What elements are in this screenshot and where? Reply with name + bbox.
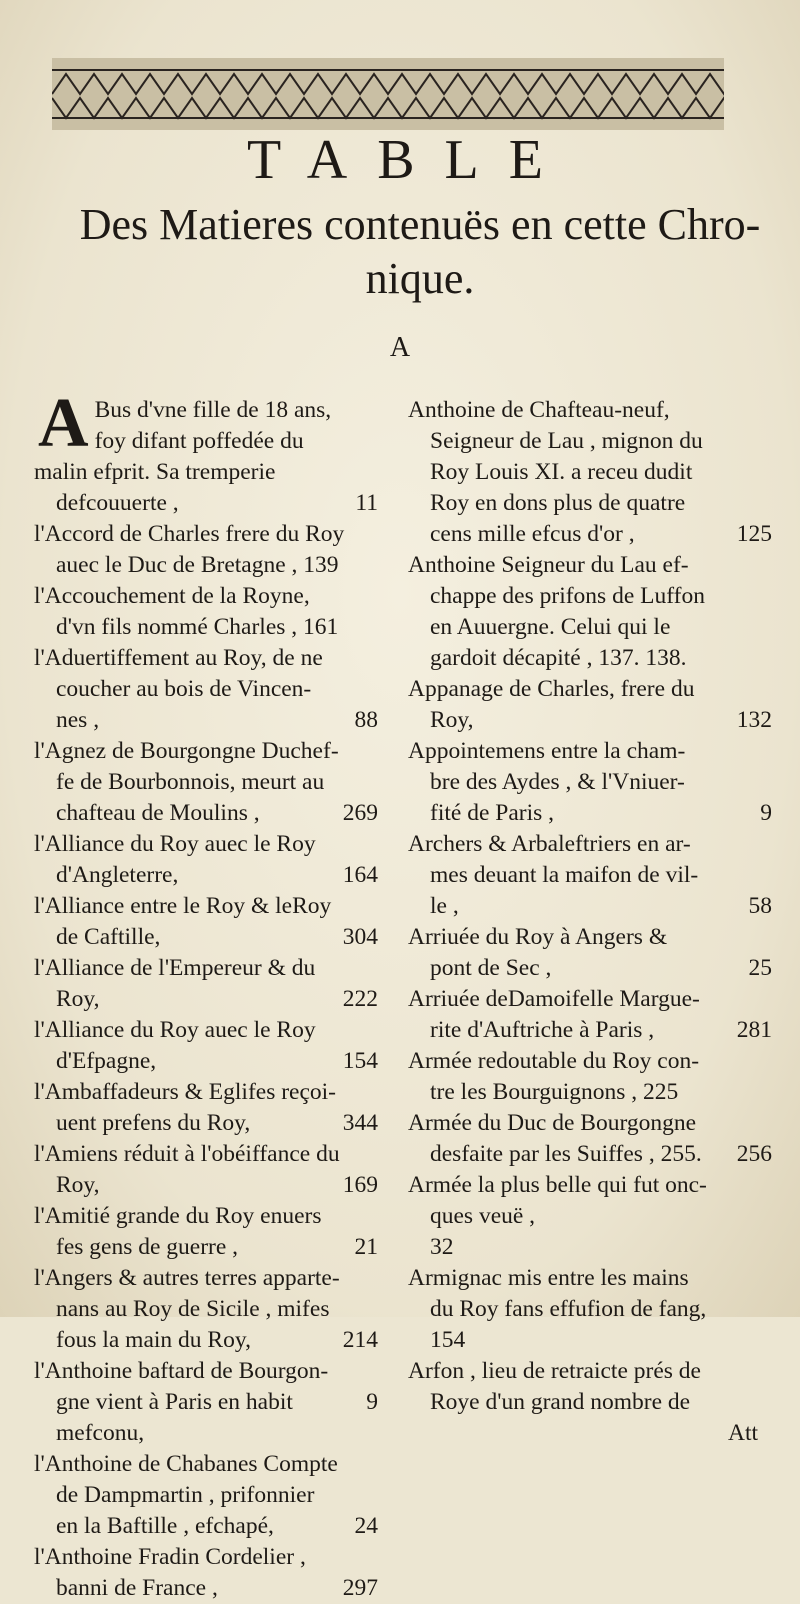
page-ref: 9 — [366, 1389, 378, 1415]
index-entry: l'Accouchement de la Royne, d'vn fils nommé Charles , 161 — [34, 583, 339, 640]
page-ref: 304 — [342, 924, 378, 950]
page-ref: 132 — [736, 707, 772, 733]
catchword: Att — [727, 1420, 758, 1446]
page-ref: 25 — [748, 955, 772, 981]
index-entry: l'Amitié grande du Roy enuers fes gens de guerre , 21 — [34, 1201, 384, 1263]
index-entry: l'Amiens réduit à l'obéiffance du Roy, 169 — [34, 1139, 384, 1201]
page-ref: 21 — [354, 1234, 378, 1260]
index-column-left — [34, 385, 384, 1604]
index-entry: Armée redoutable du Roy con- tre les Bourguignons , 225 — [408, 1048, 700, 1105]
index-entry: l'Alliance de l'Empereur & du Roy, 222 — [34, 953, 384, 1015]
page-ref: 256 — [736, 1141, 772, 1167]
index-entry: l'Alliance entre le Roy & leRoy de Caftille, 304 — [34, 891, 384, 953]
index-entry: Armée la plus belle qui fut onc- ques veuë , 32 — [408, 1172, 707, 1260]
index-entry: l'Accord de Charles frere du Roy auec le Duc de Bretagne , 139 — [34, 521, 345, 578]
index-column-right — [408, 395, 778, 1449]
index-entry: l'Anthoine Fradin Cordelier , banni de France , 297 — [34, 1542, 384, 1604]
index-entry: Armignac mis entre les mains du Roy fans effufion de fang, 154 — [408, 1265, 707, 1353]
index-entry: l'Anthoine baftard de Bourgon- gne vient à Paris en habit mefconu, 9 — [34, 1358, 378, 1446]
index-entry: l'Agnez de Bourgongne Duchef- fe de Bourbonnois, meurt au chafteau de Moulins , 269 — [34, 736, 384, 829]
index-entry: l'Aduertiffement au Roy, de ne coucher au bois de Vincen- nes , 88 — [34, 643, 384, 736]
page-ref: 269 — [342, 800, 378, 826]
page-ref: 125 — [736, 521, 772, 547]
page-ref: 297 — [342, 1575, 378, 1601]
page-ref: 281 — [736, 1017, 772, 1043]
index-entry: l'Alliance du Roy auec le Roy d'Angleterre, 164 — [34, 829, 384, 891]
page-title: TABLE — [247, 129, 573, 191]
page-ref: 24 — [354, 1513, 378, 1539]
page-ref: 214 — [342, 1327, 378, 1353]
index-entry: l'Alliance du Roy auec le Roy d'Efpagne, 154 — [34, 1015, 384, 1077]
page-ref: 11 — [355, 490, 378, 516]
index-entry: l'Angers & autres terres apparte- nans au Roy de Sicile , mifes fous la main du Roy, 214 — [34, 1263, 384, 1356]
index-entry: l'Ambaffadeurs & Eglifes reçoi- uent prefens du Roy, 344 — [34, 1077, 384, 1139]
index-entry: A Bus d'vne fille de 18 ans, foy difant poffedée du malin efprit. Sa tremperie defcouuerte , 11 — [34, 395, 384, 519]
page-ref: 169 — [342, 1172, 378, 1198]
page-ref: 58 — [748, 893, 772, 919]
index-entry: Anthoine Seigneur du Lau ef- chappe des prifons de Luffon en Auuergne. Celui qui le gardoit décapité , 137. 138. — [408, 552, 705, 671]
page-ref: 88 — [354, 707, 378, 733]
index-entry: Arriuée deDamoifelle Margue- rite d'Auftriche à Paris , 281 — [408, 984, 778, 1046]
index-entry: Appointemens entre la cham- bre des Aydes , & l'Vniuer- fité de Paris , 9 — [408, 736, 778, 829]
page-subtitle — [70, 198, 770, 306]
page-ref: 154 — [342, 1048, 378, 1074]
page-ref: 164 — [342, 862, 378, 888]
section-letter: A — [389, 332, 411, 363]
index-entry: l'Anthoine de Chabanes Compte de Dampmartin , prifonnier en la Baftille , efchapé, 24 — [34, 1449, 384, 1542]
subtitle-line-2: nique. — [365, 254, 475, 303]
index-entry: Archers & Arbaleftriers en ar- mes deuant la maifon de vil- le , 58 — [408, 829, 778, 922]
index-entry: Appanage de Charles, frere du Roy, 132 — [408, 674, 778, 736]
index-entry: Arfon , lieu de retraicte prés de Roye d'un grand nombre de — [408, 1358, 701, 1415]
index-entry: Arriuée du Roy à Angers & pont de Sec , 25 — [408, 922, 778, 984]
index-entry: Armée du Duc de Bourgongne desfaite par les Suiffes , 255. 256 — [408, 1108, 778, 1170]
page-ref: 222 — [342, 986, 378, 1012]
ornament-band — [52, 58, 724, 130]
subtitle-line-1: Des Matieres contenuës en cette Chro- — [79, 200, 761, 249]
page-ref: 344 — [342, 1110, 378, 1136]
drop-cap: A — [38, 385, 89, 462]
page-ref: 9 — [760, 800, 772, 826]
index-entry: Anthoine de Chafteau-neuf, Seigneur de Lau , mignon du Roy Louis XI. a receu dudit Roy en dons plus de quatre cens mille efcus d'or , 125 — [408, 395, 778, 550]
